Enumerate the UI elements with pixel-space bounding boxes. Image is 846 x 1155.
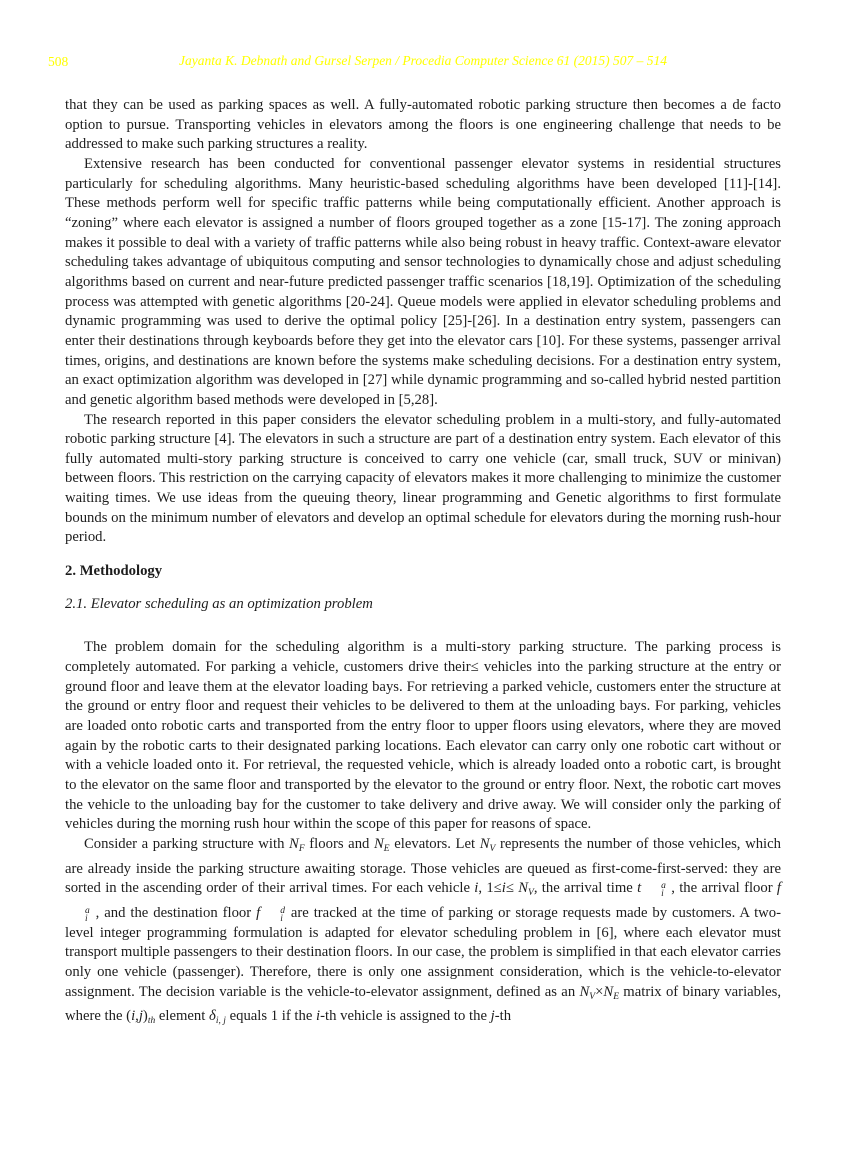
header-citation: Jayanta K. Debnath and Gursel Serpen / Procedia Computer Science 61 (2015) 507 – 514 bbox=[178, 53, 668, 68]
article-body bbox=[65, 96, 781, 1032]
paragraph-prior-research: Extensive research has been conducted for conventional passenger elevator systems in residential structures particularly for scheduling algorithms. Many heuristic-based scheduling algorithms have been developed [11]-[14]. These methods perform well for specific traffic patterns while being computationally efficient. Another approach is “zoning” where each elevator is assigned a number of floors grouped together as a zone [15-17]. The zoning approach makes it possible to deal with a variety of traffic patterns while also being robust in heavy traffic. Context-aware elevator scheduling takes advantage of ubiquitous computing and sensor technologies to dynamically chose and adjust scheduling algorithms based on current and near-future predicted passenger traffic scenarios [18,19]. Optimization of the scheduling process was attempted with genetic algorithms [20-24]. Queue models were applied in elevator scheduling problems and dynamic programming was used to derive the optimal policy [25]-[26]. In a destination entry system, passengers can enter their destinations through keyboards before they get into the elevator cars [10]. For these systems, passenger arrival times, origins, and destinations are known before the systems make scheduling decisions. For a destination entry system, an exact optimization algorithm was developed in [27] while dynamic programming and so-called hybrid nested partition and genetic algorithm based methods were developed in [5,28]. bbox=[65, 155, 781, 408]
paragraph-intro-continuation: that they can be used as parking spaces as well. A fully-automated robotic parking structure then becomes a de facto option to pursue. Transporting vehicles in elevators among the floors is one engineering challenge that needs to be addressed to make such parking structures a reality. bbox=[65, 97, 781, 153]
section-heading-methodology: 2. Methodology bbox=[65, 563, 163, 580]
page-number: 508 bbox=[48, 54, 69, 69]
paragraph-formulation: Consider a parking structure with $N_F$ floors and $N_E$ elevators. Let $N_V$ represents the number of those vehicles, which are already inside the parking structure awaiting storage. Those vehicles are queued as first-come-first-served: they are sorted in the ascending order of their arrival times. For each vehicle i, $1\le i\le N_V$, the arrival time t a i , the arrival floor f a i , and the destination floor f d i are tracked at the time of parking or storage requests made by customers. A two-level integer programming formulation is adapted for elevator scheduling problem in [6], where each elevator must transport multiple passengers to their destination floors. In our case, the problem is simplified in that each elevator carries only one vehicle (passenger). Therefore, there is only one assignment consideration, which is the vehicle-to-elevator assignment. The decision variable is the vehicle-to-elevator assignment, defined as an $N_V\times N_E$ matrix of binary variables, where the $(i,j)_{th}$ element $\delta_{i, j}$ equals 1 if the i-th vehicle is assigned to the j-th bbox=[65, 835, 782, 1027]
paragraph-research-scope: The research reported in this paper considers the elevator scheduling problem in a multi-story, and fully-automated robotic parking structure [4]. The elevators in such a structure are part of a destination entry system. Each elevator of this fully automated multi-story parking structure is conceived to carry one vehicle (car, small truck, SUV or minivan) between floors. This restriction on the carrying capacity of elevators makes it more challenging to minimize the customer waiting times. We use ideas from the queuing theory, linear programming and Genetic algorithms to first formulate bounds on the minimum number of elevators and develop an optimal schedule for elevators during the morning rush-hour period. bbox=[65, 411, 781, 546]
paragraph-problem-domain: The problem domain for the scheduling algorithm is a multi-story parking structure. The parking process is completely automated. For parking a vehicle, customers drive their≤ vehicles into the parking structure at the entry or ground floor and leave them at the elevator loading bays. For retrieving a parked vehicle, customers enter the structure at the ground or entry floor and request their vehicles to be delivered to them at the unloading bays. For parking, vehicles are loaded onto robotic carts and transported from the entry floor to upper floors using elevators, where they are moved again by the robotic carts to their designated parking locations. Each elevator can carry only one robotic cart without or with a vehicle loaded onto it. For retrieval, the requested vehicle, which is already loaded onto a robotic cart, is brought to the elevator on the same floor and transported by the elevator to the ground or entry floor. Next, the robotic cart moves the vehicle to the unloading bay for the customer to take delivery and drive away. We will consider only the parking of vehicles during the morning rush hour within the scope of this paper for reasons of space. bbox=[65, 639, 781, 833]
subsection-heading-elevator-scheduling: 2.1. Elevator scheduling as an optimization problem bbox=[65, 595, 373, 612]
running-header bbox=[0, 53, 846, 71]
